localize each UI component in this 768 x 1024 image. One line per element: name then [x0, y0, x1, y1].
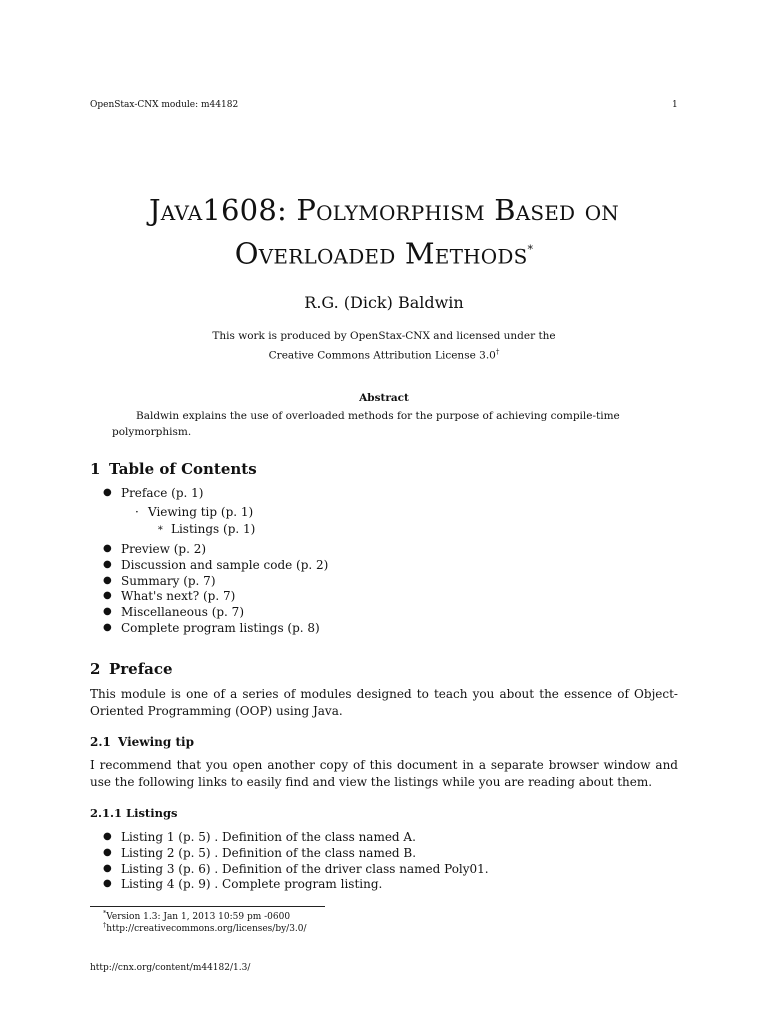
bullet-icon: ● — [103, 543, 112, 554]
toc-heading-text: Table of Contents — [109, 460, 257, 478]
viewing-tip-heading-text: Viewing tip — [118, 735, 194, 749]
listing-item-2[interactable] — [103, 846, 417, 860]
footnote-version-text: Version 1.3: Jan 1, 2013 10:59 pm -0600 — [106, 912, 291, 922]
bullet-icon: ● — [103, 831, 112, 842]
viewing-tip-section-number: 2.1 — [90, 735, 111, 749]
toc-link[interactable]: Miscellaneous (p. 7) — [121, 605, 244, 619]
toc-item-preface[interactable] — [103, 486, 204, 500]
listing-item-1[interactable] — [103, 830, 416, 844]
viewing-tip-paragraph: I recommend that you open another copy of this document in a separate browser window and use the following links to easily find and view the listings while you are reading about them. — [90, 758, 678, 789]
toc-link[interactable]: Summary (p. 7) — [121, 574, 216, 588]
toc-item-preview[interactable] — [103, 542, 207, 556]
toc-item-complete-listings[interactable] — [103, 621, 320, 635]
bullet-icon: ● — [103, 606, 112, 617]
preface-heading — [90, 660, 173, 678]
bullet-icon: ● — [103, 847, 112, 858]
toc-link[interactable]: Discussion and sample code (p. 2) — [121, 558, 329, 572]
preface-paragraph: This module is one of a series of modules designed to teach you about the essence of Object-Oriented Programming (OOP) using Java. — [90, 687, 678, 718]
license-footnote-mark: † — [495, 348, 500, 356]
author-name: R.G. (Dick) Baldwin — [304, 293, 464, 312]
title-line-2-wrap — [0, 230, 768, 274]
bullet-icon: ● — [103, 487, 112, 498]
listings-heading-text: Listings — [126, 806, 178, 820]
abstract-text: Baldwin explains the use of overloaded methods for the purpose of achieving compile-time polymorphism. — [112, 410, 620, 438]
toc-link[interactable]: Preface (p. 1) — [121, 486, 204, 500]
footnote-divider — [90, 906, 325, 907]
abstract-heading: Abstract — [359, 392, 409, 404]
title-footnote-mark: * — [527, 243, 534, 256]
footnote-license — [103, 921, 307, 934]
dash-bullet-icon: · — [135, 505, 139, 519]
toc-link[interactable]: Preview (p. 2) — [121, 542, 207, 556]
bullet-icon: ● — [103, 559, 112, 570]
bullet-icon: ● — [103, 863, 112, 874]
listings-section-number: 2.1.1 — [90, 806, 123, 820]
footnote-version-mark: * — [103, 909, 107, 917]
running-header-page-number: 1 — [672, 100, 678, 110]
toc-link[interactable]: Listings (p. 1) — [171, 522, 256, 536]
toc-item-listings[interactable] — [157, 522, 256, 536]
toc-item-discussion[interactable] — [103, 558, 329, 572]
toc-link[interactable]: Complete program listings (p. 8) — [121, 621, 320, 635]
asterisk-bullet-icon: ∗ — [157, 523, 164, 534]
license-line-2[interactable]: Creative Commons Attribution License 3.0 — [268, 349, 496, 362]
title-line-2: Overloaded Methods — [234, 236, 528, 271]
license-line-1: This work is produced by OpenStax-CNX and licensed under the — [212, 330, 556, 342]
bullet-icon: ● — [103, 590, 112, 601]
listing-link[interactable]: Listing 4 (p. 9) . Complete program listing. — [121, 877, 383, 891]
toc-item-whats-next[interactable] — [103, 589, 236, 603]
bullet-icon: ● — [103, 575, 112, 586]
listing-link[interactable]: Listing 2 (p. 5) . Definition of the class named B. — [121, 846, 417, 860]
viewing-tip-heading — [90, 735, 194, 749]
toc-section-number: 1 — [90, 460, 101, 478]
listings-heading — [90, 806, 178, 820]
license-line-2-wrap — [0, 344, 768, 364]
listing-item-3[interactable] — [103, 862, 489, 876]
listing-link[interactable]: Listing 3 (p. 6) . Definition of the driver class named Poly01. — [121, 862, 489, 876]
title-line-1: Java1608: Polymorphism Based on — [148, 193, 620, 227]
running-header-module: OpenStax-CNX module: m44182 — [90, 100, 239, 110]
listing-item-4[interactable] — [103, 877, 383, 891]
footer-url[interactable]: http://cnx.org/content/m44182/1.3/ — [90, 963, 251, 973]
preface-heading-text: Preface — [109, 660, 173, 678]
license-statement — [0, 328, 768, 364]
toc-item-miscellaneous[interactable] — [103, 605, 244, 619]
bullet-icon: ● — [103, 878, 112, 889]
listing-link[interactable]: Listing 1 (p. 5) . Definition of the class named A. — [121, 830, 416, 844]
preface-section-number: 2 — [90, 660, 101, 678]
footnote-license-url[interactable]: http://creativecommons.org/licenses/by/3.0/ — [106, 924, 307, 934]
toc-link[interactable]: What's next? (p. 7) — [121, 589, 236, 603]
toc-item-viewing-tip[interactable] — [135, 505, 254, 519]
footnote-license-mark: † — [103, 921, 107, 929]
bullet-icon: ● — [103, 622, 112, 633]
toc-heading — [90, 460, 257, 478]
toc-link[interactable]: Viewing tip (p. 1) — [148, 505, 254, 519]
document-title — [0, 190, 768, 274]
toc-item-summary[interactable] — [103, 574, 216, 588]
